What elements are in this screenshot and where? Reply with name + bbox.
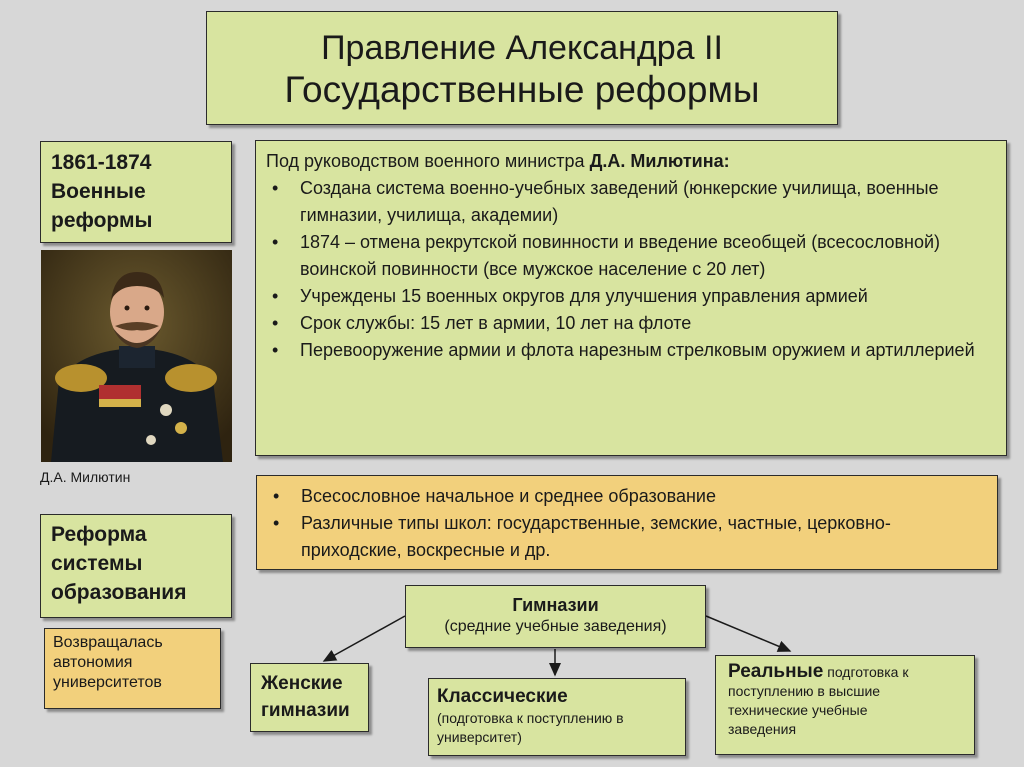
womens-line-2: гимназии	[261, 700, 350, 721]
education-reform-label	[40, 514, 232, 618]
list-item: • 1874 – отмена рекрутской повинности и введение всеобщей (всесословной) воинской повинности (все мужское население с 20 лет)	[266, 229, 996, 283]
military-reform-details	[255, 140, 1007, 456]
milyutin-portrait	[41, 250, 232, 462]
arrow-to-womens	[324, 616, 405, 661]
womens-line-1: Женские	[261, 673, 343, 694]
real-school-box	[715, 655, 975, 755]
classical-desc-2: университет)	[437, 729, 522, 745]
military-reform-label	[40, 141, 232, 243]
list-item: • Различные типы школ: государственные, земские, частные, церковно-приходские, воскресные и др.	[267, 510, 989, 564]
military-reform-name-2: реформы	[51, 209, 153, 232]
list-item: • Всесословное начальное и среднее образование	[267, 483, 989, 510]
real-desc-2: поступлению в высшие	[728, 683, 881, 699]
classical-desc-1: (подготовка к поступлению в	[437, 710, 624, 726]
classical-gymnasium-box	[428, 678, 686, 756]
list-item: • Перевооружение армии и флота нарезным стрелковым оружием и артиллерией	[266, 337, 996, 364]
military-reform-name-1: Военные	[51, 180, 146, 203]
real-title: Реальные	[728, 661, 824, 682]
military-reform-list	[266, 175, 996, 364]
slide-title-box	[206, 11, 838, 125]
womens-gymnasium-box	[250, 663, 369, 732]
military-minister-name: Д.А. Милютина:	[589, 151, 730, 171]
gymnasium-box	[405, 585, 706, 648]
autonomy-line-2: автономия	[53, 654, 133, 671]
list-item: • Срок службы: 15 лет в армии, 10 лет на флоте	[266, 310, 996, 337]
list-item: • Учреждены 15 военных округов для улучшения управления армией	[266, 283, 996, 310]
slide-subtitle: Государственные реформы	[284, 69, 760, 110]
autonomy-line-3: университетов	[53, 674, 162, 691]
education-list	[267, 483, 989, 564]
portrait-caption: Д.А. Милютин	[40, 469, 131, 485]
education-reform-title-2: системы	[51, 552, 143, 575]
gymnasium-title: Гимназии	[512, 595, 599, 615]
real-desc-3: технические учебные	[728, 702, 868, 718]
university-autonomy-box	[44, 628, 221, 709]
slide-title: Правление Александра II	[321, 29, 723, 67]
education-reform-title-3: образования	[51, 581, 187, 604]
education-details	[256, 475, 998, 570]
education-reform-title-1: Реформа	[51, 523, 147, 546]
gymnasium-subtitle: (средние учебные заведения)	[444, 618, 667, 635]
arrow-to-real	[706, 616, 790, 651]
portrait-illustration	[41, 250, 232, 462]
military-intro-text: Под руководством военного министра	[266, 151, 590, 171]
military-intro	[266, 148, 996, 175]
list-item: • Создана система военно-учебных заведений (юнкерские училища, военные гимназии, училища, академии)	[266, 175, 996, 229]
military-years: 1861-1874	[51, 151, 152, 174]
autonomy-line-1: Возвращалась	[53, 634, 163, 651]
classical-title: Классические	[437, 686, 568, 707]
real-desc-1: подготовка к	[823, 664, 909, 680]
real-desc-4: заведения	[728, 721, 797, 737]
real-line-1	[728, 662, 962, 682]
